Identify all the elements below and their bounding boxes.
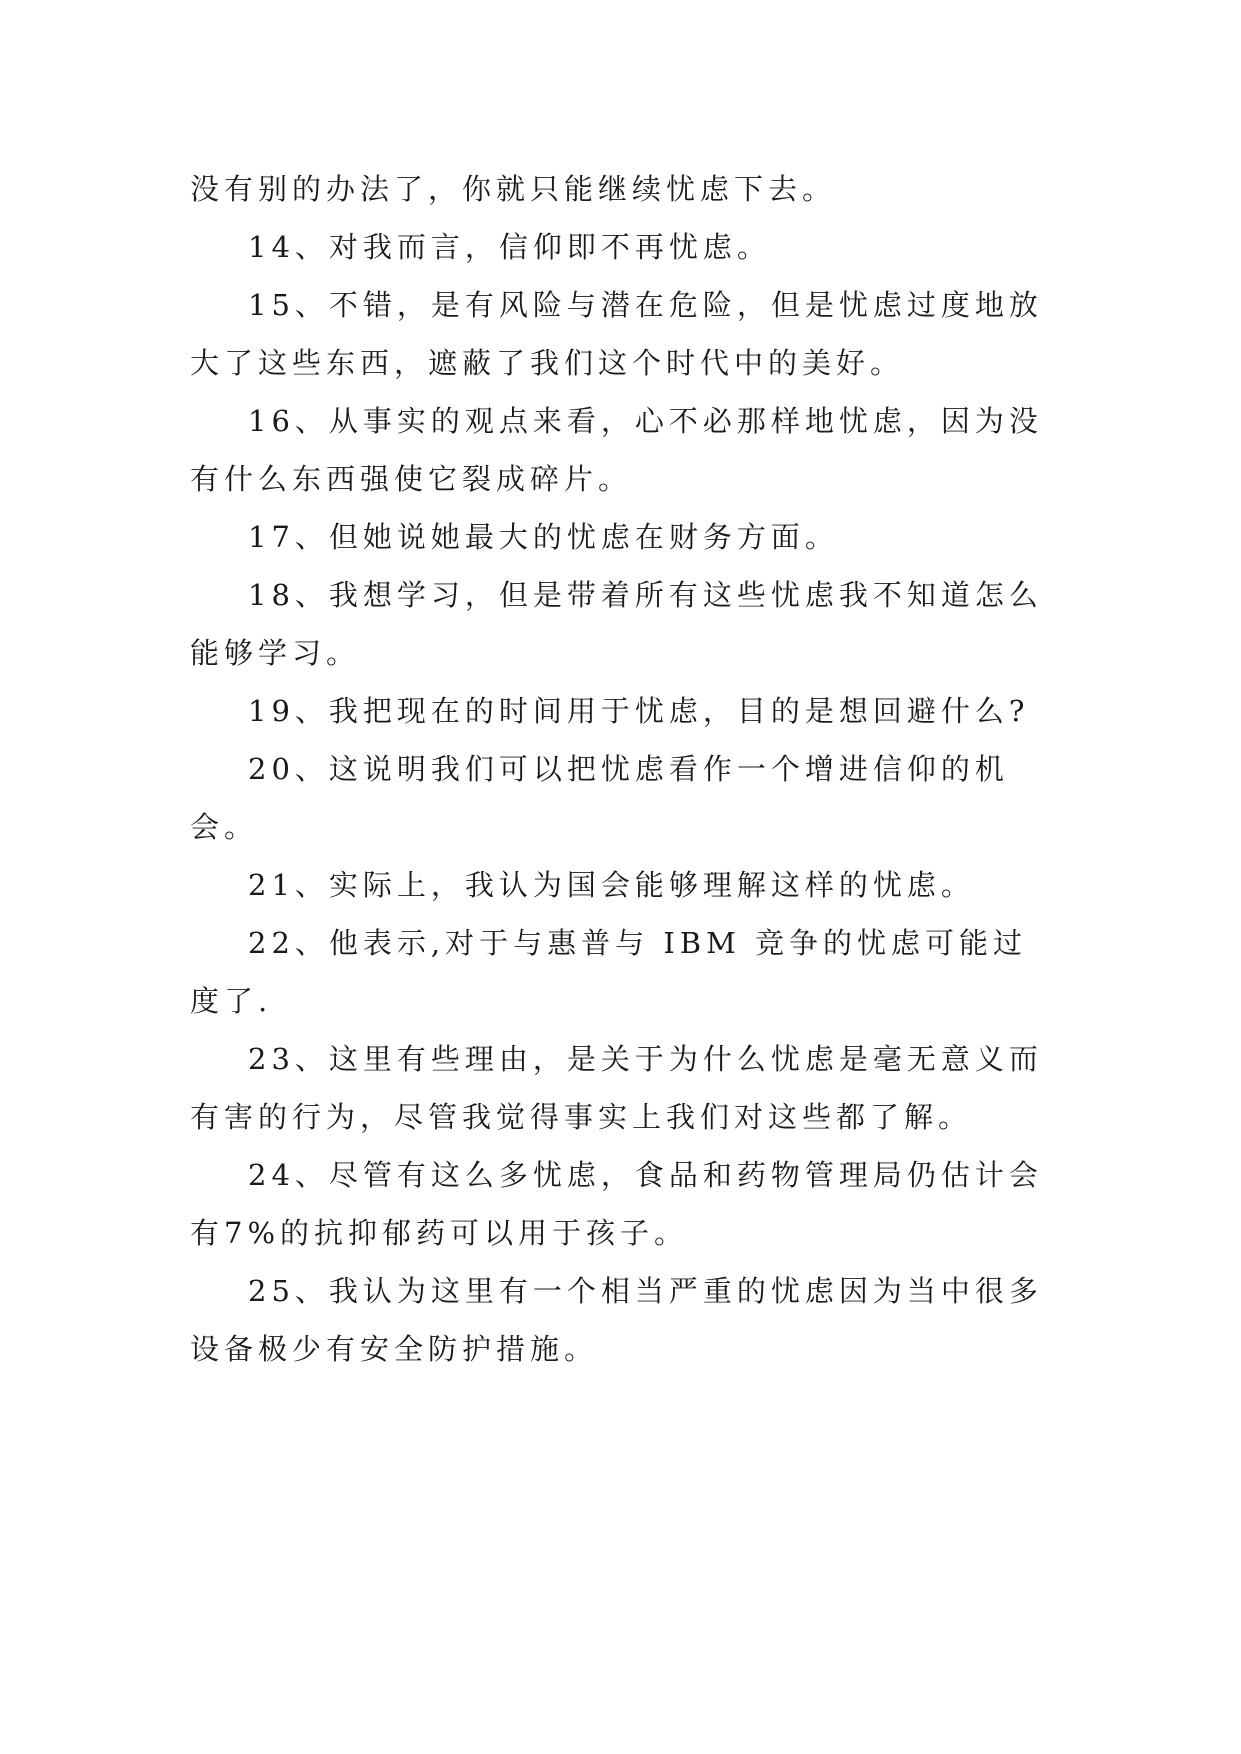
paragraph-item-25: 25、我认为这里有一个相当严重的忧虑因为当中很多设备极少有安全防护措施。 — [190, 1274, 1043, 1366]
paragraph-item-17: 17、但她说她最大的忧虑在财务方面。 — [248, 520, 839, 554]
paragraph-item-23: 23、这里有些理由，是关于为什么忧虑是毫无意义而有害的行为，尽管我觉得事实上我们对这些都了解。 — [190, 1042, 1043, 1134]
paragraph-item-16: 16、从事实的观点来看，心不必那样地忧虑，因为没有什么东西强使它裂成碎片。 — [190, 404, 1043, 496]
paragraph-item-14: 14、对我而言，信仰即不再忧虑。 — [248, 230, 771, 264]
paragraph-item-21: 21、实际上，我认为国会能够理解这样的忧虑。 — [248, 868, 975, 902]
paragraph-item-22: 22、他表示,对于与惠普与 IBM 竞争的忧虑可能过度了. — [190, 926, 1028, 1018]
paragraph-item-19: 19、我把现在的时间用于忧虑，目的是想回避什么? — [248, 694, 1030, 728]
paragraph-item-20: 20、这说明我们可以把忧虑看作一个增进信仰的机会。 — [190, 752, 1009, 844]
paragraph-item-18: 18、我想学习，但是带着所有这些忧虑我不知道怎么能够学习。 — [190, 578, 1043, 670]
paragraph-continuation: 没有别的办法了，你就只能继续忧虑下去。 — [190, 172, 837, 206]
paragraph-item-15: 15、不错，是有风险与潜在危险，但是忧虑过度地放大了这些东西，遮蔽了我们这个时代中的美好。 — [190, 288, 1043, 380]
paragraph-item-24: 24、尽管有这么多忧虑，食品和药物管理局仍估计会有7%的抗抑郁药可以用于孩子。 — [190, 1158, 1043, 1250]
document-body — [190, 160, 1060, 1378]
